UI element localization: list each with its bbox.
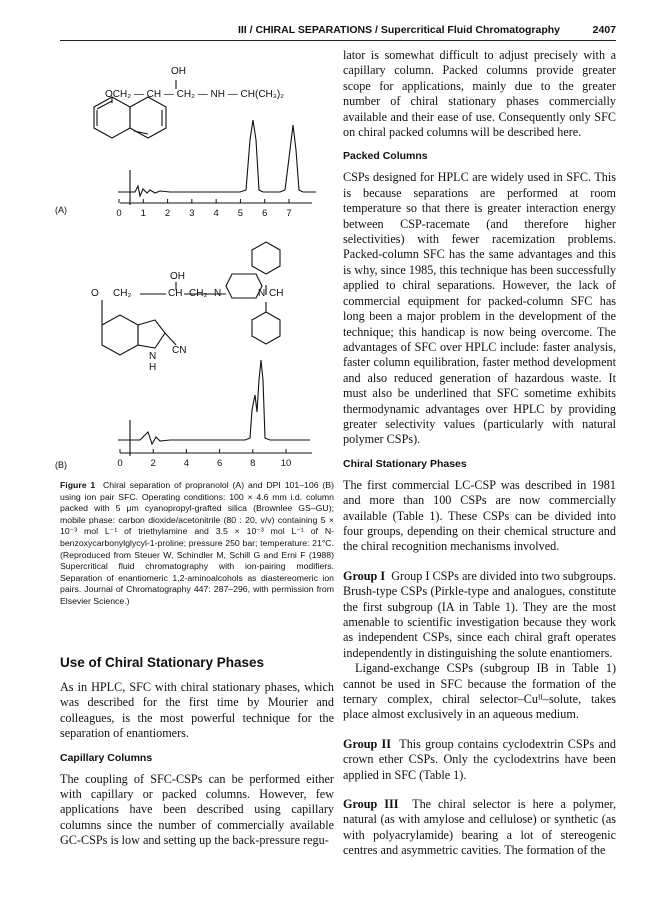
group-2-text: This group contains cyclodextrin CSPs and crown ether CSPs. Only the cyclodextrins have been applied in SFC (Table 1). xyxy=(343,736,616,782)
axis-a-tick-label: 7 xyxy=(286,208,292,219)
axis-b-tick-label: 0 xyxy=(117,458,123,469)
group-1-paragraph xyxy=(343,569,616,661)
caption-label: Figure 1 xyxy=(60,480,96,490)
axis-a-tick-label: 3 xyxy=(189,208,195,219)
naphthalene-structure xyxy=(94,97,166,138)
header-title: III / CHIRAL SEPARATIONS / Supercritical Fluid Chromatography xyxy=(237,24,560,36)
page-number: 2407 xyxy=(592,24,616,36)
right-paragraph-2: CSPs designed for HPLC are widely used in SFC. This is because separations are performed at room temperature so that there is greater interaction energy between CSP-racemate (and therefore higher selectivities) with fewer racemization problems. Packed-column SFC has the same advantages and this is why, since 1985, this technique has been successfully applied to chiral separations. However, the lack of commercial equipment for packed-column SFC has long been a major problem in the development of the technique; this handicap is now being overcome. The advantages of SFC over HPLC include: faster analysis, faster column equilibration, faster method development and also reduced generation of hazardous waste. It must also be underlined that SFC sometime exhibits thermodynamic advantages over HPLC by providing greater selectivity values (particularly with natural polymer CSPs). xyxy=(343,170,616,447)
phenyl-bottom-structure xyxy=(252,302,280,344)
group-1-label: Group I xyxy=(343,568,386,583)
subheading-packed: Packed Columns xyxy=(343,150,428,163)
group-1-text: Group I CSPs are divided into two subgroups. Brush-type CSPs (Pirkle-type and analogues, constitute the first subgroup (IA in Table 1). They are the most amenable to scientific investigation because they work as independent CSPs, since each chiral graft operates independently in distinguishing the solute enantiomers. xyxy=(343,568,616,660)
axis-a-tick-label: 5 xyxy=(237,208,244,219)
right-paragraph-4: Ligand-exchange CSPs (subgroup IB in Table 1) cannot be used in SFC because the formation of the ternary complex, chiral selector–Cuᴵᴵ–solute, takes place almost exclusively in an aqueous medium. xyxy=(343,661,616,722)
group-3-text: The chiral selector is here a polymer, natural (as with amylose and cellulose) or synthetic (as with polyacrylamide) bearing a lot of stereogenic centres and asymmetric cavities. The formation of the xyxy=(343,797,616,858)
group-2-label: Group II xyxy=(343,736,392,751)
group-2-paragraph xyxy=(343,737,616,783)
right-column xyxy=(343,48,616,878)
chem-b-ch: CH xyxy=(168,288,183,299)
axis-a-ticks xyxy=(116,199,291,219)
left-column xyxy=(55,48,334,878)
axis-b-tick-label: 2 xyxy=(150,458,156,469)
subheading-csp: Chiral Stationary Phases xyxy=(343,457,467,470)
left-paragraph-1: As in HPLC, SFC with chiral stationary phases, which was described for the first time by Mourier and colleagues, is the most powerful technique for the separation of enantiomers. xyxy=(60,680,334,741)
chem-b-indole-n: N xyxy=(149,351,157,362)
panel-b-label: (B) xyxy=(55,460,67,470)
right-paragraph-1: lator is somewhat difficult to adjust precisely with a capillary column. Packed columns provide greater scope for applications, mainly due to the greater number of chiral stationary phases commercially available and their ease of use. Consequently only SFC on chiral packed columns will be described here. xyxy=(343,48,616,140)
chem-a-chain: OCH₂ — CH — CH₂ — NH — CH(CH₃)₂ xyxy=(105,89,285,100)
chem-b-ch2-b: CH₂ xyxy=(189,288,208,299)
axis-a-tick-label: 4 xyxy=(213,208,219,219)
piperazine-structure xyxy=(226,274,262,298)
group-3-label: Group III xyxy=(343,797,399,812)
chem-b-o: O xyxy=(91,288,99,299)
axis-a-tick-label: 6 xyxy=(262,208,268,219)
indole-structure xyxy=(102,300,176,355)
chem-b-oh: OH xyxy=(170,271,185,282)
chromatogram-a-trace xyxy=(118,120,316,205)
chem-b-n2: N xyxy=(258,288,266,299)
chem-b-n1: N xyxy=(214,288,222,299)
chem-a-oh: OH xyxy=(171,66,186,77)
figure-caption xyxy=(60,480,334,608)
axis-b-ticks xyxy=(117,449,291,469)
section-title: Use of Chiral Stationary Phases xyxy=(60,655,265,670)
axis-b-tick-label: 6 xyxy=(216,458,223,469)
axis-a-tick-label: 0 xyxy=(116,208,122,219)
right-paragraph-3: The first commercial LC-CSP was described in 1981 and more than 100 CSPs are now commercially available (Table 1). These CSPs can be divided into four groups, depending on their chemical structure and the chiral recognition mechanisms involved. xyxy=(343,477,616,554)
left-paragraph-2: The coupling of SFC-CSPs can be performed either with capillary or packed columns. However, few applications have been described using capillary columns since the number of commercially available GC-CSPs is low and setting up the back-pressure regu- xyxy=(60,771,334,848)
subheading-capillary: Capillary Columns xyxy=(60,751,153,764)
axis-b-tick-label: 10 xyxy=(280,458,292,469)
chem-b-cn: CN xyxy=(172,345,187,356)
axis-b-tick-label: 8 xyxy=(250,458,256,469)
figure-drawing xyxy=(0,0,340,480)
panel-a-label: (A) xyxy=(55,205,67,215)
figure-1 xyxy=(0,0,340,470)
chem-b-ch-2: CH xyxy=(269,288,284,299)
axis-a-tick-label: 1 xyxy=(140,208,146,219)
chem-b-indole-h: H xyxy=(149,362,157,373)
axis-a-tick-label: 2 xyxy=(164,208,171,219)
chem-b-ch2-a: CH₂ xyxy=(113,288,132,299)
group-3-paragraph xyxy=(343,797,616,859)
axis-b-tick-label: 4 xyxy=(183,458,190,469)
chromatogram-b-trace xyxy=(118,360,310,456)
caption-text: Chiral separation of propranolol (A) and DPI 101–106 (B) using ion pair SFC. Operating conditions: 100 × 4.6 mm i.d. column packed with 5 μm cyanopropyl-grafted silica (Brownlee GS–GU); mobile phase: carbon dioxide/acetonitrile (80 : 20, v/v) containing 5 × 10⁻³ mol L⁻¹ of triethylamine and 3.5 × 10⁻³ mol L⁻¹ of N-benzoxycarbonylglycyl-1-proline; pressure 250 bar; temperature: 21°C. (Reproduced from Steuer W, Schindler M, Schill G and Erni F (1988) Supercritical fluid chromatography with ion-pairing modifiers. Separation of enantiomeric 1,2-aminoalcohols as diastereomeric ion pairs. Journal of Chromatography 447: 287–296, with permission from Elsevier Science.) xyxy=(60,480,334,606)
